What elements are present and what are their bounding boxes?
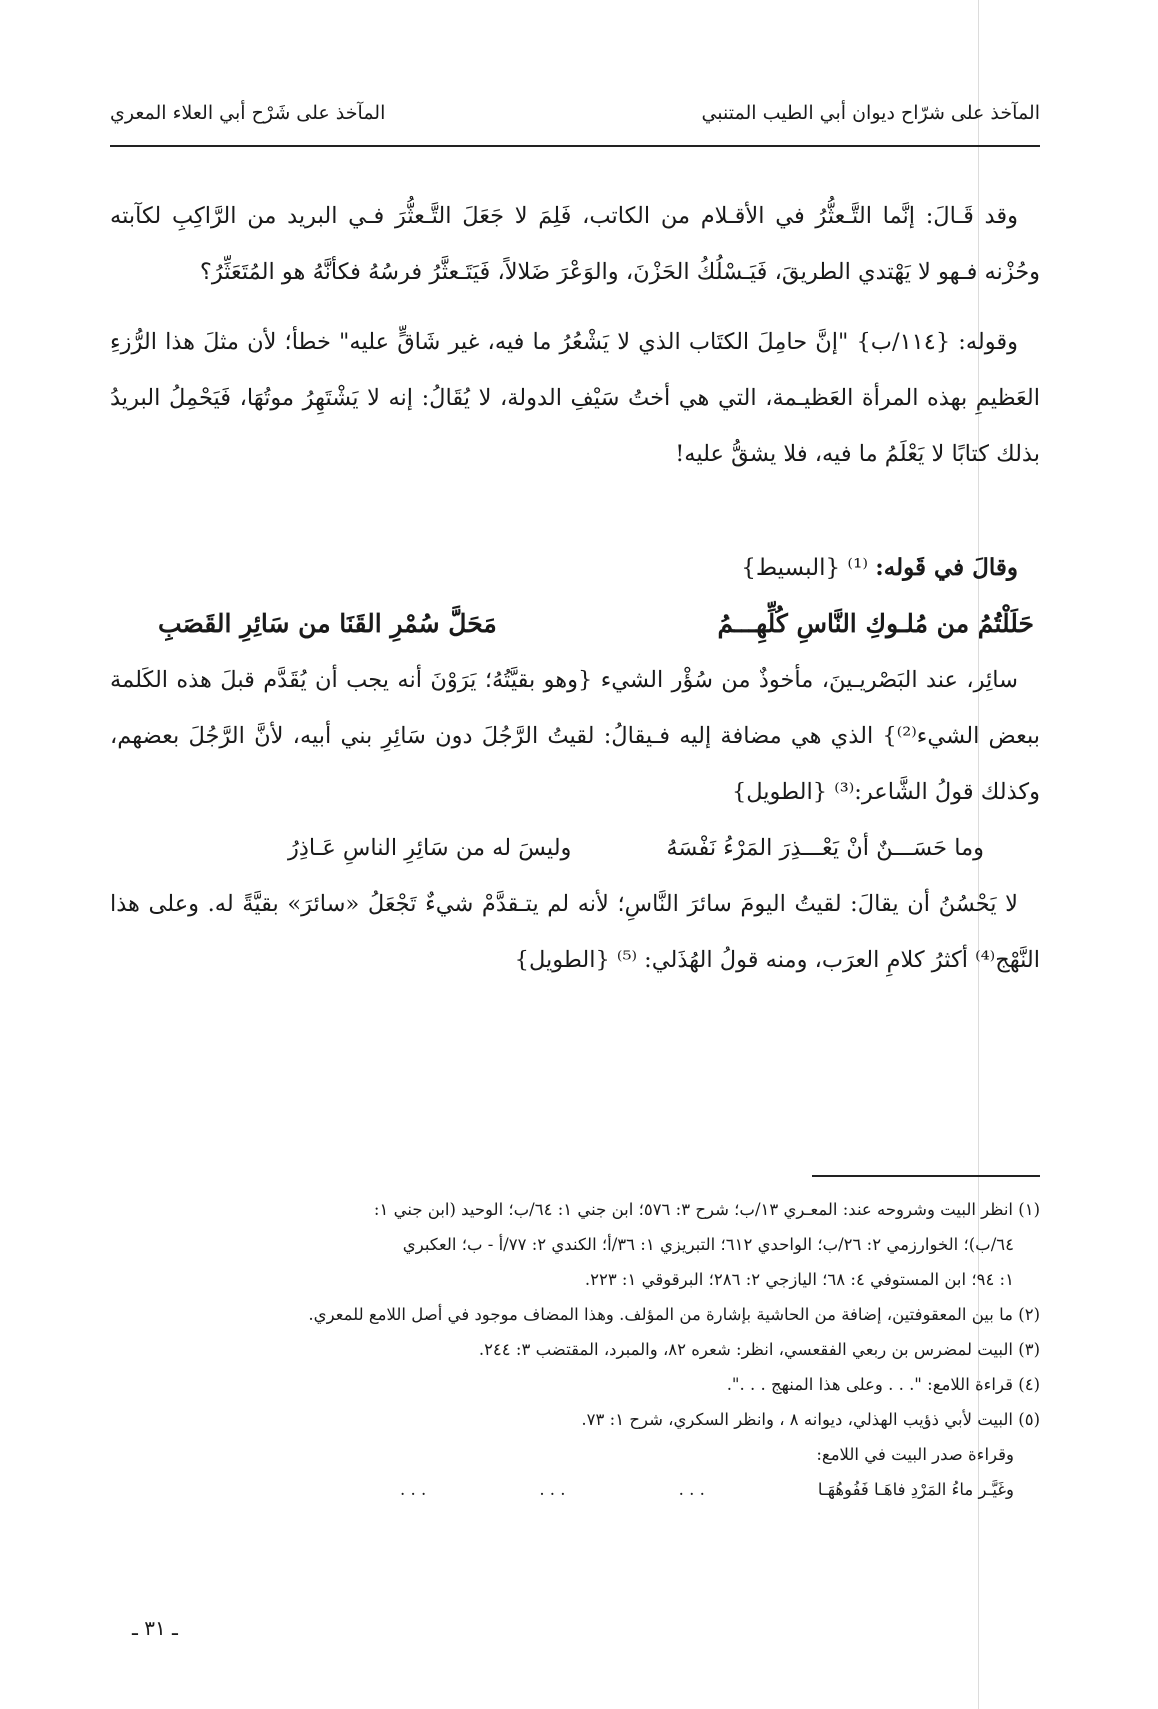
footnote-1-line-3: ١: ٩٤؛ ابن المستوفي ٤: ٦٨؛ اليازجي ٢: ٢٨٦؛ البرقوقي ١: ٢٢٣. bbox=[584, 1270, 1014, 1289]
footnote-5-quote bbox=[110, 1472, 1040, 1507]
verse-2-first-hemistich: وما حَسَـــنٌ أنْ يَعْـــذِرَ المَرْءُ نَفْسَهُ bbox=[666, 835, 984, 861]
footnote-5-ellipsis-1: . . . bbox=[678, 1480, 705, 1499]
verse-2 bbox=[110, 820, 1040, 876]
footnote-1-line-2: ٦٤/ب)؛ الخوارزمي ٢: ٢٦/ب؛ الواحدي ٦١٢؛ التبريزي ١: ٣٦/أ؛ الكندي ٢: ٧٧/أ - ب؛ العكبري bbox=[402, 1235, 1014, 1254]
footnote-3: (٣) البيت لمضرس بن ربعي الفقعسي، انظر: شعره ٨٢، والمبرد، المقتضب ٣: ٢٤٤. bbox=[478, 1340, 1040, 1359]
running-header bbox=[110, 102, 1040, 136]
footnote-5-quote-text: وغَيَّـر ماءُ المَرْدِ فاهَـا فَفُوهُهَـا bbox=[817, 1480, 1014, 1499]
footnote-5-ellipsis-3: . . . bbox=[400, 1480, 427, 1499]
section-heading-label: وقالَ في قَوله: bbox=[875, 554, 1018, 581]
paragraph-2: وقوله: {١١٤/ب} "إنَّ حامِلَ الكتَاب الذي لا يَشْعُرُ ما فيه، غير شَاقٍّ عليه" خطأ؛ لأن مثلَ هذا الرُّزءِ العَظيمِ بهذه المرأة العَظيـمة، التي هي أختُ سَيْفِ الدولة، لا يُقَالُ: إنه لا يَشْتَهِرُ موتُهَا، فَيَحْمِلُ البريدُ بذلك كتابًا لا يَعْلَمُ ما فيه، فلا يشقُّ عليه! bbox=[110, 329, 1040, 467]
verse-1-first-hemistich: حَلَلْتُمُ من مُلـوكِ النَّاسِ كُلِّهِـــمُ bbox=[717, 609, 1034, 638]
main-text bbox=[110, 188, 1040, 988]
verse-1 bbox=[110, 596, 1040, 652]
page-number: ـ ٣١ ـ bbox=[132, 1616, 178, 1640]
footnote-5: (٥) البيت لأبي ذؤيب الهذلي، ديوانه ٨ ، وانظر السكري، شرح ١: ٧٣. bbox=[581, 1410, 1040, 1429]
verse-2-second-hemistich: وليسَ له من سَائِرِ الناسِ عَـاذِرُ bbox=[288, 835, 572, 861]
paragraph-4: لا يَحْسُنُ أن يقالَ: لقيتُ اليومَ سائرَ النَّاسِ؛ لأنه لم يتـقدَّمْ شيءٌ تَجْعَلُ «سائرَ» بقيَّةً له. وعلى هذا النَّهْج⁽⁴⁾ أكثرُ كلامِ العرَب، ومنه قولُ الهُذَلي: ⁽⁵⁾ {الطويل} bbox=[110, 891, 1040, 973]
header-rule bbox=[110, 145, 1040, 147]
paragraph-1: وقد قَـالَ: إنَّما التَّـعثُّرُ في الأقـلام من الكاتب، فَلِمَ لا جَعَلَ التَّـعثُّرَ فـي البريد من الرَّاكِبِ لكآبته وحُزْنه فـهو لا يَهْتدي الطريقَ، فَيَـسْلُكُ الحَزْنَ، والوَعْرَ ضَلالاً، فَيَتَـعثَّرُ فرسُهُ فكأنَّهُ هو المُتَعَثِّرُ؟ bbox=[110, 203, 1040, 285]
footnote-2: (٢) ما بين المعقوفتين، إضافة من الحاشية بإشارة من المؤلف. وهذا المضاف موجود في أصل اللامع للمعري. bbox=[308, 1305, 1040, 1324]
footnote-1-line-1: (١) انظر البيت وشروحه عند: المعـري ١٣/ب؛ شرح ٣: ٥٧٦؛ ابن جني ١: ٦٤/ب؛ الوحيد (ابن جني ١: bbox=[373, 1200, 1040, 1219]
section-heading-meter: ⁽¹⁾ {البسيط} bbox=[741, 555, 876, 581]
footnotes bbox=[110, 1192, 1040, 1507]
paragraph-3: سائِر، عند البَصْريـينَ، مأخوذٌ من سُؤْر الشيء {وهو بقيَّتُهُ؛ يَرَوْنَ أنه يجب أن يُقَدَّم قبلَ هذه الكَلمة ببعض الشيء⁽²⁾} الذي هي مضافة إليه فـيقالُ: لقيتُ الرَّجُلَ دون سَائِرِ بني أبيه، لأنَّ الرَّجُلَ بعضهم، وكذلك قولُ الشَّاعر:⁽³⁾ {الطويل} bbox=[110, 667, 1040, 805]
verse-1-second-hemistich: مَحَلَّ سُمْرِ القَنَا من سَائِرِ القَصَبِ bbox=[158, 609, 497, 638]
header-book-title: المآخذ على شرّاح ديوان أبي الطيب المتنبي bbox=[701, 102, 1040, 124]
footnote-rule bbox=[812, 1175, 1040, 1177]
footnote-5-ellipsis-2: . . . bbox=[539, 1480, 566, 1499]
footnote-4: (٤) قراءة اللامع: ". . . وعلى هذا المنهج . . .". bbox=[726, 1375, 1040, 1394]
header-section-title: المآخذ على شَرْح أبي العلاء المعري bbox=[110, 102, 386, 124]
section-heading bbox=[110, 540, 1040, 596]
footnote-5-reading: وقراءة صدر البيت في اللامع: bbox=[816, 1445, 1014, 1464]
